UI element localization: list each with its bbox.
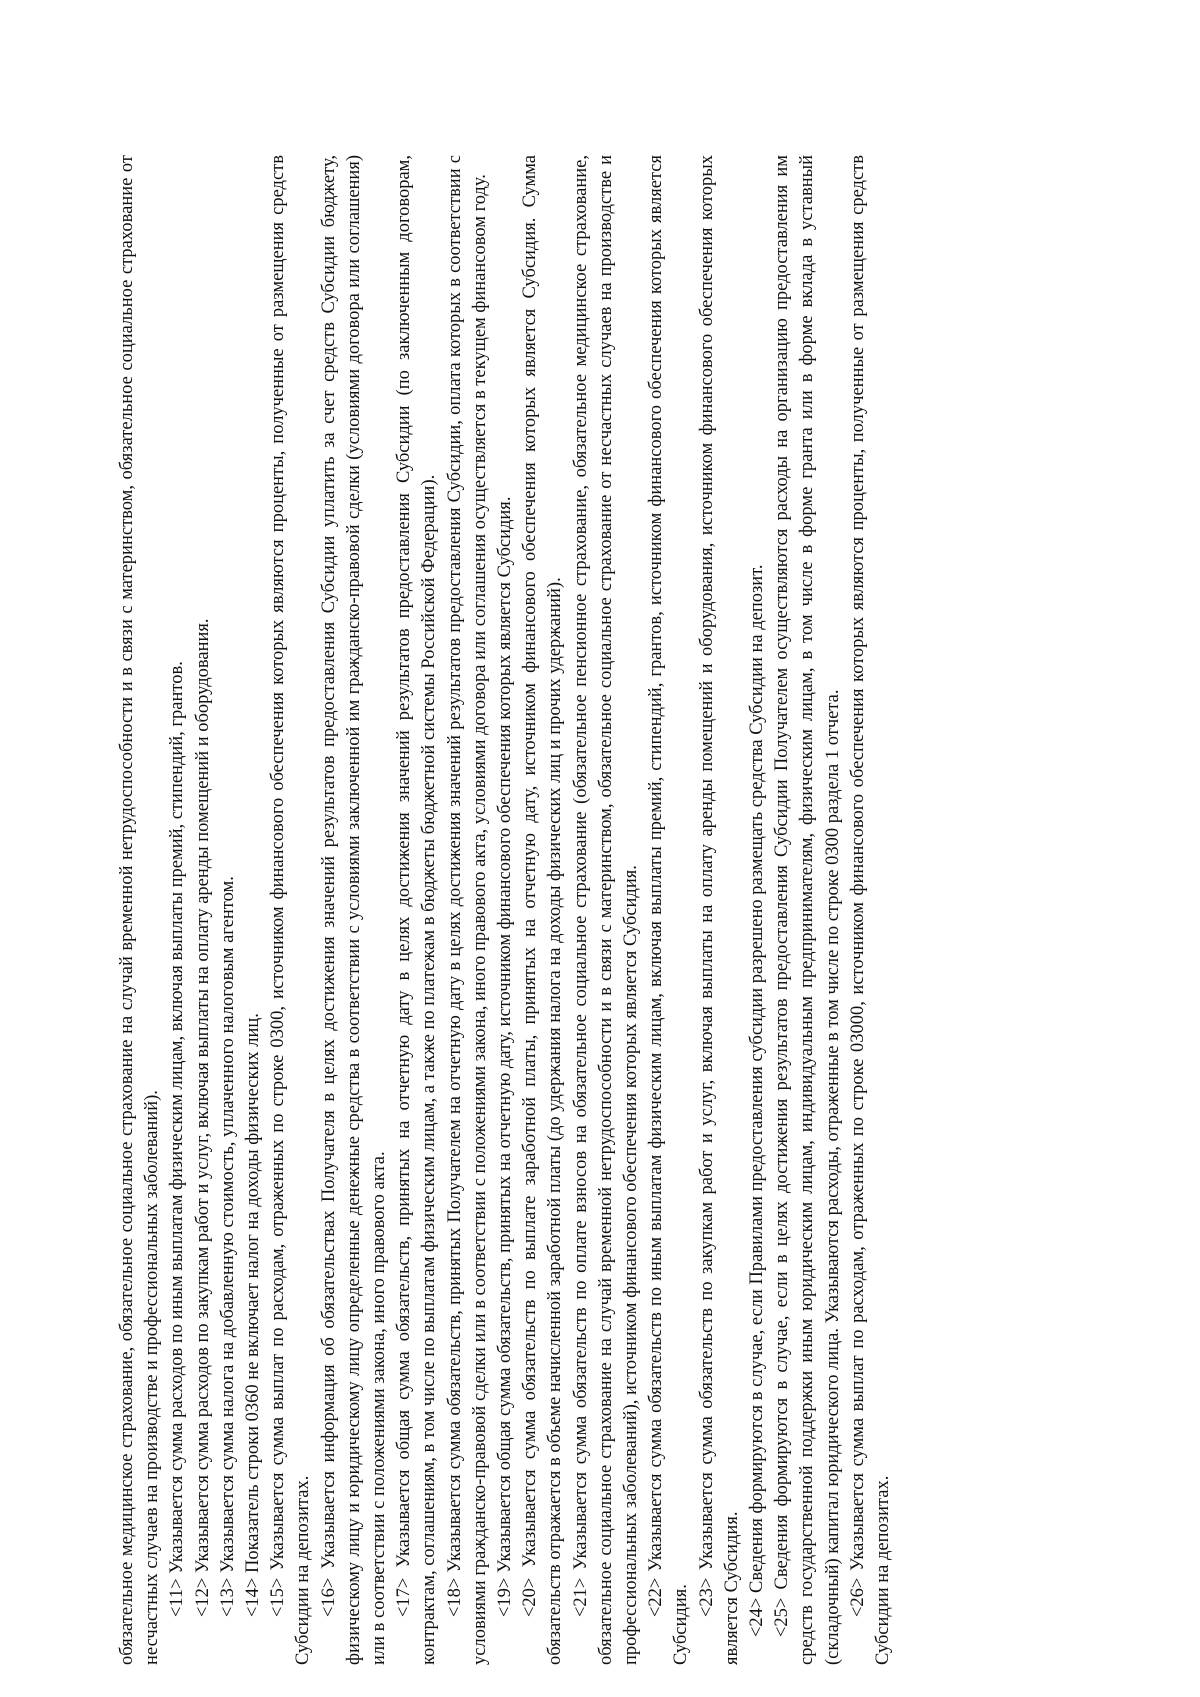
footnote-17: <17> Указывается общая сумма обязательств, принятых на отчетную дату в целях достижения значений результатов предоставления Субсидии (по заключенным договорам, контрактам, соглашениям, в том числе по выплатам физическим лицам, а также по платежам в бюджеты бюджетной системы Российской Федерации). [394, 155, 440, 1665]
footnote-23: <23> Указывается сумма обязательств по закупкам работ и услуг, включая выплаты на оплату аренды помещений и оборудования, источником финансового обеспечения которых является Субсидия. [696, 155, 742, 1665]
footnote-15: <15> Указывается сумма выплат по расходам, отраженных по строке 0300, источником финансового обеспечения которых являются проценты, полученные от размещения средств Субсидии на депозитах. [268, 155, 314, 1665]
footnote-19: <19> Указывается общая сумма обязательств, принятых на отчетную дату, источником финансового обеспечения которых является Субсидия. [495, 496, 516, 1617]
rotated-text-block [115, 155, 995, 1665]
footnote-13: <13> Указывается сумма налога на добавленную стоимость, уплаченного налоговым агентом. [217, 876, 238, 1617]
footnote-12: <12> Указывается сумма расходов по закупкам работ и услуг, включая выплаты на оплату аренды помещений и оборудования. [192, 618, 213, 1617]
footnote-18: <18> Указывается сумма обязательств, принятых Получателем на отчетную дату в целях достижения значений результатов предоставления Субсидии, оплата которых в соответствии с условиями гражданско-правовой сделки или в соответствии с положениями закона, иного правового акта, условиями договора или соглашения осуществляется в текущем финансовом году. [444, 155, 490, 1665]
paragraph-continuation: обязательное медицинское страхование, обязательное социальное страхование на случай временной нетрудоспособности и в связи с материнством, обязательное социальное страхование от несчастных случаев на производстве и профессиональных заболеваний). [117, 155, 163, 1665]
footnote-14: <14> Показатель строки 0360 не включает налог на доходы физических лиц. [243, 1013, 264, 1617]
footnote-11: <11> Указывается сумма расходов по иным выплатам физическим лицам, включая выплаты премий, стипендий, грантов. [167, 661, 188, 1617]
footnote-22: <22> Указывается сумма обязательств по иным выплатам физическим лицам, включая выплаты премий, стипендий, грантов, источником финансового обеспечения которых является Субсидия. [646, 155, 692, 1665]
footnote-16: <16> Указывается информация об обязательствах Получателя в целях достижения значений результатов предоставления Субсидии уплатить за счет средств Субсидии бюджету, физическому лицу и юридическому лицу определенные денежные средства в соответствии с условиями заключенной им гражданско-правовой сделки (условиями договора или соглашения) или в соответствии с положениями закона, иного правового акта. [318, 155, 390, 1665]
footnote-26: <26> Указывается сумма выплат по расходам, отраженных по строке 03000, источником финансового обеспечения которых являются проценты, полученные от размещения средств Субсидии на депозитах. [847, 155, 894, 1665]
footnote-24: <24> Сведения формируются в случае, если Правилами предоставления субсидии разрешено размещать средства Субсидии на депозит. [747, 564, 768, 1637]
footnote-21: <21> Указывается сумма обязательств по оплате взносов на обязательное социальное страхование (обязательное пенсионное страхование, обязательное медицинское страхование, обязательное социальное страхование на случай временной нетрудоспособности и в связи с материнством, обязательное социальное страхование от несчастных случаев на производстве и профессиональных заболеваний), источником финансового обеспечения которых является Субсидия. [570, 155, 642, 1665]
footnote-25: <25> Сведения формируются в случае, если в целях достижения результатов предоставления Субсидии Получателем осуществляются расходы на организацию предоставления им средств государственной поддержки иным юридическим лицам, индивидуальным предпринимателям, физическим лицам, в том числе в форме гранта или в форме вклада в уставный (складочный) капитал юридического лица. Указываются расходы, отраженные в том числе по строке 0300 раздела 1 отчета. [772, 155, 843, 1665]
footnote-20: <20> Указывается сумма обязательств по выплате заработной платы, принятых на отчетную дату, источником финансового обеспечения которых является Субсидия. Сумма обязательств отражается в объеме начисленной заработной платы (до удержания налога на доходы физических лиц и прочих удержаний). [520, 155, 566, 1665]
